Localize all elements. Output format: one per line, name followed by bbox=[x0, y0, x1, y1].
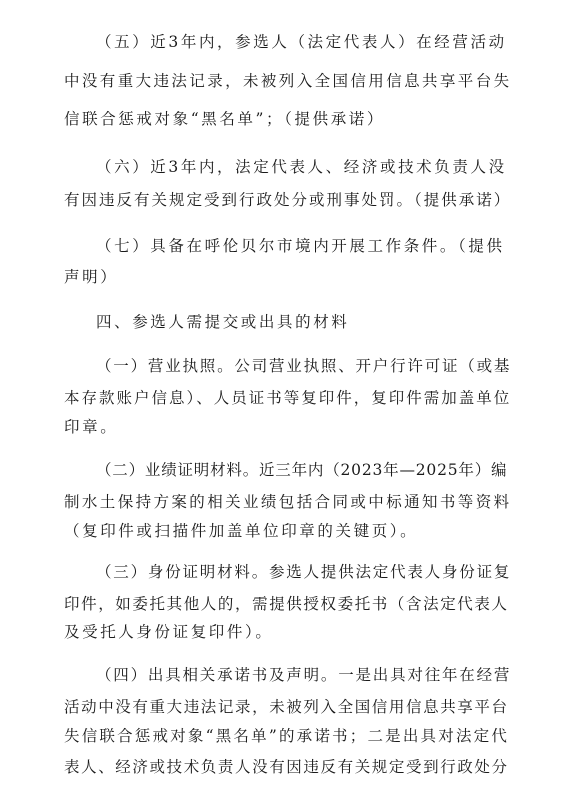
paragraph-7-line-1: （七）具备在呼伦贝尔市境内开展工作条件。（提供 bbox=[96, 237, 505, 255]
material-2-line-2: 制水土保持方案的相关业绩包括合同或中标通知书等资料 bbox=[64, 493, 512, 511]
material-1-line-2: 本存款账户信息）、人员证书等复印件，复印件需加盖单位 bbox=[64, 389, 512, 407]
paragraph-6-line-2: 有因违反有关规定受到行政处分或刑事处罚。（提供承诺） bbox=[64, 191, 512, 209]
material-3-line-3: 及受托人身份证复印件）。 bbox=[64, 623, 274, 641]
material-4-line-3: 失信联合惩戒对象“黑名单”的承诺书；二是出具对法定代 bbox=[64, 727, 510, 745]
material-4-line-2: 活动中没有重大违法记录，未被列入全国信用信息共享平台 bbox=[64, 698, 509, 716]
paragraph-6-line-1: （六）近3年内，法定代表人、经济或技术负责人没 bbox=[96, 158, 507, 176]
material-4-line-1: （四）出具相关承诺书及声明。一是出具对往年在经营 bbox=[96, 666, 512, 684]
paragraph-5-line-2: 中没有重大违法记录，未被列入全国信用信息共享平台失 bbox=[64, 72, 512, 90]
material-1-line-3: 印章。 bbox=[64, 418, 119, 436]
paragraph-5-line-1: （五）近3年内，参选人（法定代表人）在经营活动 bbox=[96, 33, 507, 51]
material-3-line-1: （三）身份证明材料。参选人提供法定代表人身份证复 bbox=[96, 563, 512, 581]
material-2-line-3: （复印件或扫描件加盖单位印章的关键页）。 bbox=[64, 522, 419, 540]
paragraph-7-line-2: 声明） bbox=[64, 268, 119, 286]
material-3-line-2: 印件，如委托其他人的，需提供授权委托书（含法定代表人 bbox=[64, 595, 509, 613]
material-2-line-1: （二）业绩证明材料。近三年内（2023年—2025年）编 bbox=[96, 461, 508, 479]
material-1-line-1: （一）营业执照。公司营业执照、开户行许可证（或基 bbox=[96, 357, 512, 375]
material-4-line-4: 表人、经济或技术负责人没有因违反有关规定受到行政处分 bbox=[64, 758, 509, 776]
paragraph-5-line-3: 信联合惩戒对象“黑名单”；（提供承诺） bbox=[64, 110, 385, 128]
section-heading: 四、参选人需提交或出具的材料 bbox=[96, 313, 350, 331]
